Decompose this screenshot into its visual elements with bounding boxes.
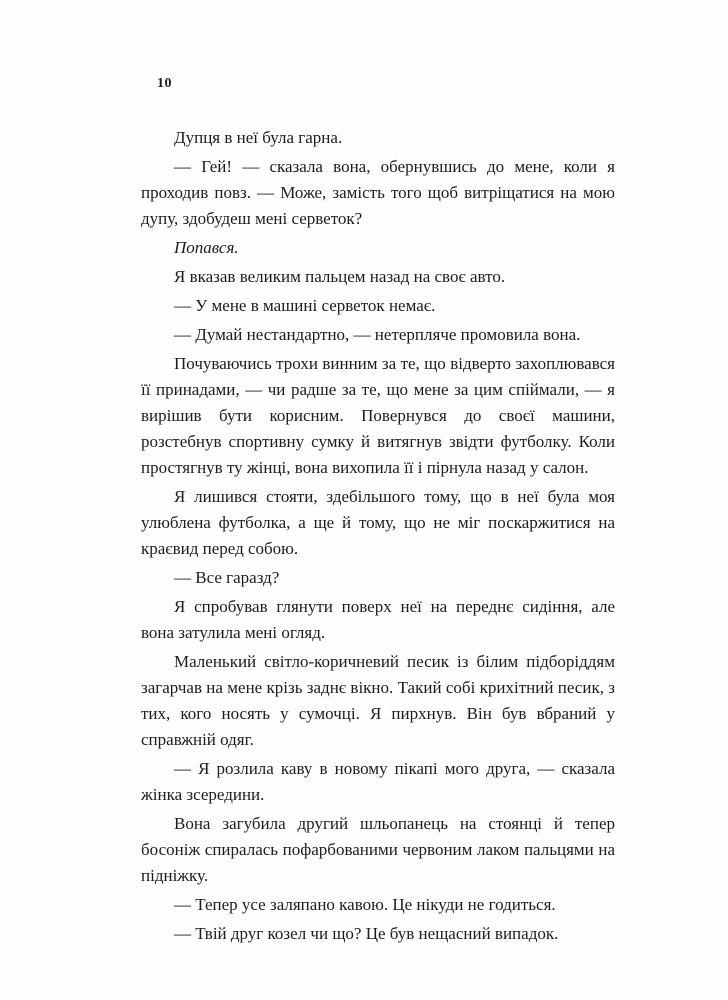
page-number: 10: [157, 76, 172, 91]
paragraph: — Все гаразд?: [174, 568, 280, 587]
paragraph: — Думай нестандартно, — нетерпляче промовила вона.: [174, 325, 581, 344]
paragraph: — Тепер усе заляпано кавою. Це нікуди не годиться.: [174, 895, 556, 914]
paragraph: — Твій друг козел чи що? Це був нещасний випадок.: [174, 924, 559, 943]
paragraph: — У мене в машині серветок немає.: [174, 296, 436, 315]
paragraph: Дупця в неї була гарна.: [174, 128, 343, 147]
paragraph: — Гей! — сказала вона, обернувшись до мене, коли я проходив повз. — Може, замість того щоб витріщатися на мою дупу, здобудеш мені серветок?: [141, 157, 615, 228]
paragraph: Я лишився стояти, здебільшого тому, що в неї була моя улюблена футболка, а ще й тому, що не міг поскаржитися на краєвид перед собою.: [141, 487, 615, 558]
paragraph: Я вказав великим пальцем назад на своє авто.: [174, 267, 506, 286]
paragraph: Почуваючись трохи винним за те, що відверто захоплювався її принадами, — чи радше за те, що мене за цим спіймали, — я вирішив бути корисним. Повернувся до своєї машини, розстебнув спортивну сумку й витягнув звідти футболку. Коли простягнув ту жінці, вона вихопила її і пірнула назад у салон.: [141, 354, 615, 477]
paragraph: Попався.: [174, 238, 239, 257]
paragraph: Маленький світло-коричневий песик із білим підборіддям загарчав на мене крізь заднє вікно. Такий собі крихітний песик, з тих, кого носять у сумочці. Я пирхнув. Він був вбраний у справжній одяг.: [141, 652, 615, 749]
page-text-block: [141, 125, 615, 947]
paragraph: — Я розлила каву в новому пікапі мого друга, — сказала жінка зсередини.: [141, 759, 615, 804]
paragraph: Я спробував глянути поверх неї на переднє сидіння, але вона затулила мені огляд.: [141, 597, 615, 642]
paragraph: Вона загубила другий шльопанець на стоянці й тепер босоніж спиралась пофарбованими червоним лаком пальцями на підніжку.: [141, 814, 615, 885]
